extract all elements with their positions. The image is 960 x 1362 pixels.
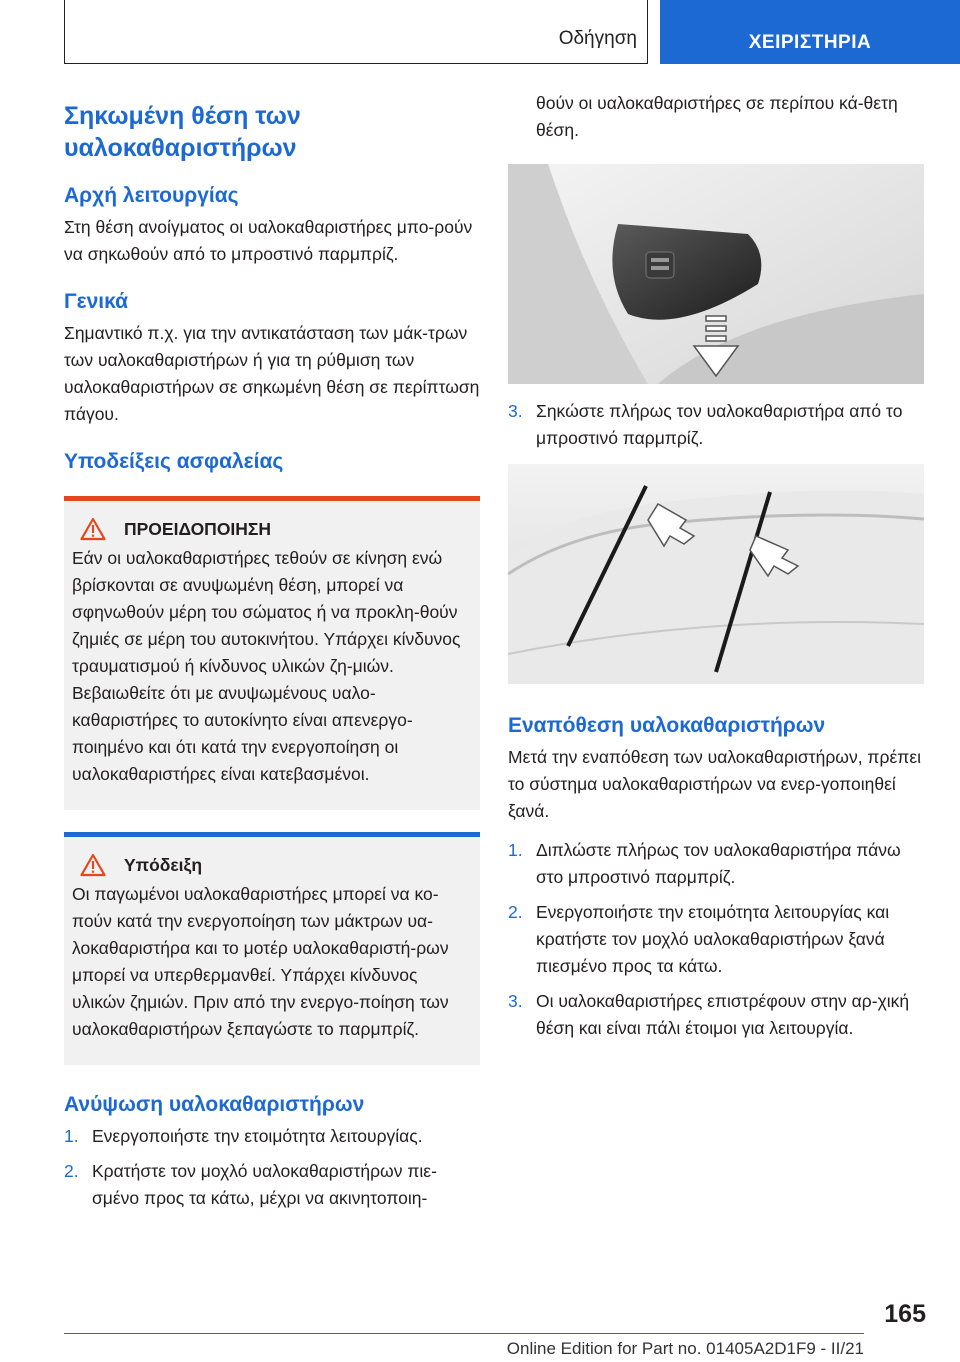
principle-text: Στη θέση ανοίγματος οι υαλοκαθαριστήρες μπο-ρούν να σηκωθούν από το μπροστινό παρμπρίζ. bbox=[64, 217, 473, 264]
warning-box bbox=[64, 496, 480, 810]
safety-heading: Υποδείξεις ασφαλείας bbox=[64, 450, 284, 473]
list-item: 3. Σηκώστε πλήρως τον υαλοκαθαριστήρα από το μπροστινό παρμπρίζ. bbox=[508, 401, 903, 448]
raise-steps-list bbox=[64, 1123, 480, 1212]
note-box bbox=[64, 832, 480, 1065]
note-title: Υπόδειξη bbox=[124, 854, 203, 875]
footer-divider bbox=[64, 1333, 864, 1334]
list-item: 3. Οι υαλοκαθαριστήρες επιστρέφουν στην αρ-χική θέση και είναι πάλι έτοιμοι για λειτουργία. bbox=[508, 991, 910, 1038]
general-text: Σημαντικό π.χ. για την αντικατάσταση των μάκ-τρων των υαλοκαθαριστήρων ή για τη ρύθμιση των υαλοκαθαριστήρων σε σηκωμένη θέση σε περίπτωση πάγου. bbox=[64, 323, 480, 424]
continued-text: θούν οι υαλοκαθαριστήρες σε περίπου κά-θετη θέση. bbox=[536, 93, 898, 140]
note-text: Οι παγωμένοι υαλοκαθαριστήρες μπορεί να κο-πούν κατά την ενεργοποίηση των μάκτρων υα-λοκαθαριστήρα και το μοτέρ υαλοκαθαριστή-ρων μπορεί να υπερθερμανθεί. Υπάρχει κίνδυνος υλικών ζημιών. Πριν από την ενεργο-ποίηση των υαλοκαθαριστήρων ξεπαγώστε το παρμπρίζ. bbox=[72, 884, 449, 1039]
list-item: 2. Ενεργοποιήστε την ετοιμότητα λειτουργίας και κρατήστε τον μοχλό υαλοκαθαριστήρων ξανά πιεσμένο προς τα κάτω. bbox=[508, 902, 890, 976]
page-title: Σηκωμένη θέση των υαλοκαθαριστήρων bbox=[64, 102, 301, 162]
wiper-lever-illustration bbox=[508, 164, 924, 384]
raise-steps-continued bbox=[508, 398, 924, 452]
list-item: 1. Ενεργοποιήστε την ετοιμότητα λειτουργίας. bbox=[64, 1126, 423, 1146]
raise-heading: Ανύψωση υαλοκαθαριστήρων bbox=[64, 1093, 365, 1116]
right-column bbox=[508, 90, 924, 1050]
lower-heading: Εναπόθεση υαλοκαθαριστήρων bbox=[508, 714, 826, 737]
list-item: 1. Διπλώστε πλήρως τον υαλοκαθαριστήρα πάνω στο μπροστινό παρμπρίζ. bbox=[508, 840, 901, 887]
list-item: 2. Κρατήστε τον μοχλό υαλοκαθαριστήρων πιε-σμένο προς τα κάτω, μέχρι να ακινητοποιη- bbox=[64, 1161, 437, 1208]
edition-footer: Online Edition for Part no. 01405A2D1F9 - II/21 bbox=[506, 1339, 864, 1358]
page-number: 165 bbox=[884, 1300, 926, 1328]
warning-triangle-icon bbox=[80, 517, 106, 541]
lower-text: Μετά την εναπόθεση των υαλοκαθαριστήρων, πρέπει το σύστημα υαλοκαθαριστήρων να ενερ-γοποιηθεί ξανά. bbox=[508, 747, 922, 821]
warning-text: Εάν οι υαλοκαθαριστήρες τεθούν σε κίνηση ενώ βρίσκονται σε ανυψωμένη θέση, μπορεί να σφηνωθούν μέρη του σώματος ή να προκλη-θούν ζημιές σε μέρη του αυτοκινήτου. Υπάρχει κίνδυνος τραυματισμού ή κίνδυνος υλικών ζη-μιών. Βεβαιωθείτε ότι με ανυψωμένους υαλο-καθαριστήρες το αυτοκίνητο είναι απενεργο-ποιημένο και ότι κατά την ενεργοποίηση οι υαλοκαθαριστήρες είναι κατεβασμένοι. bbox=[72, 548, 461, 784]
general-heading: Γενικά bbox=[64, 290, 129, 313]
principle-heading: Αρχή λειτουργίας bbox=[64, 184, 239, 207]
caution-triangle-icon bbox=[80, 853, 106, 877]
header-section-label: Οδήγηση bbox=[558, 28, 637, 49]
windshield-wipers-illustration bbox=[508, 464, 924, 684]
header-chapter-tab[interactable]: ΧΕΙΡΙΣΤΗΡΙΑ bbox=[660, 0, 960, 64]
left-column bbox=[64, 100, 480, 1220]
warning-title: ΠΡΟΕΙΔΟΠΟΙΗΣΗ bbox=[124, 518, 272, 539]
lower-steps-list bbox=[508, 837, 924, 1042]
